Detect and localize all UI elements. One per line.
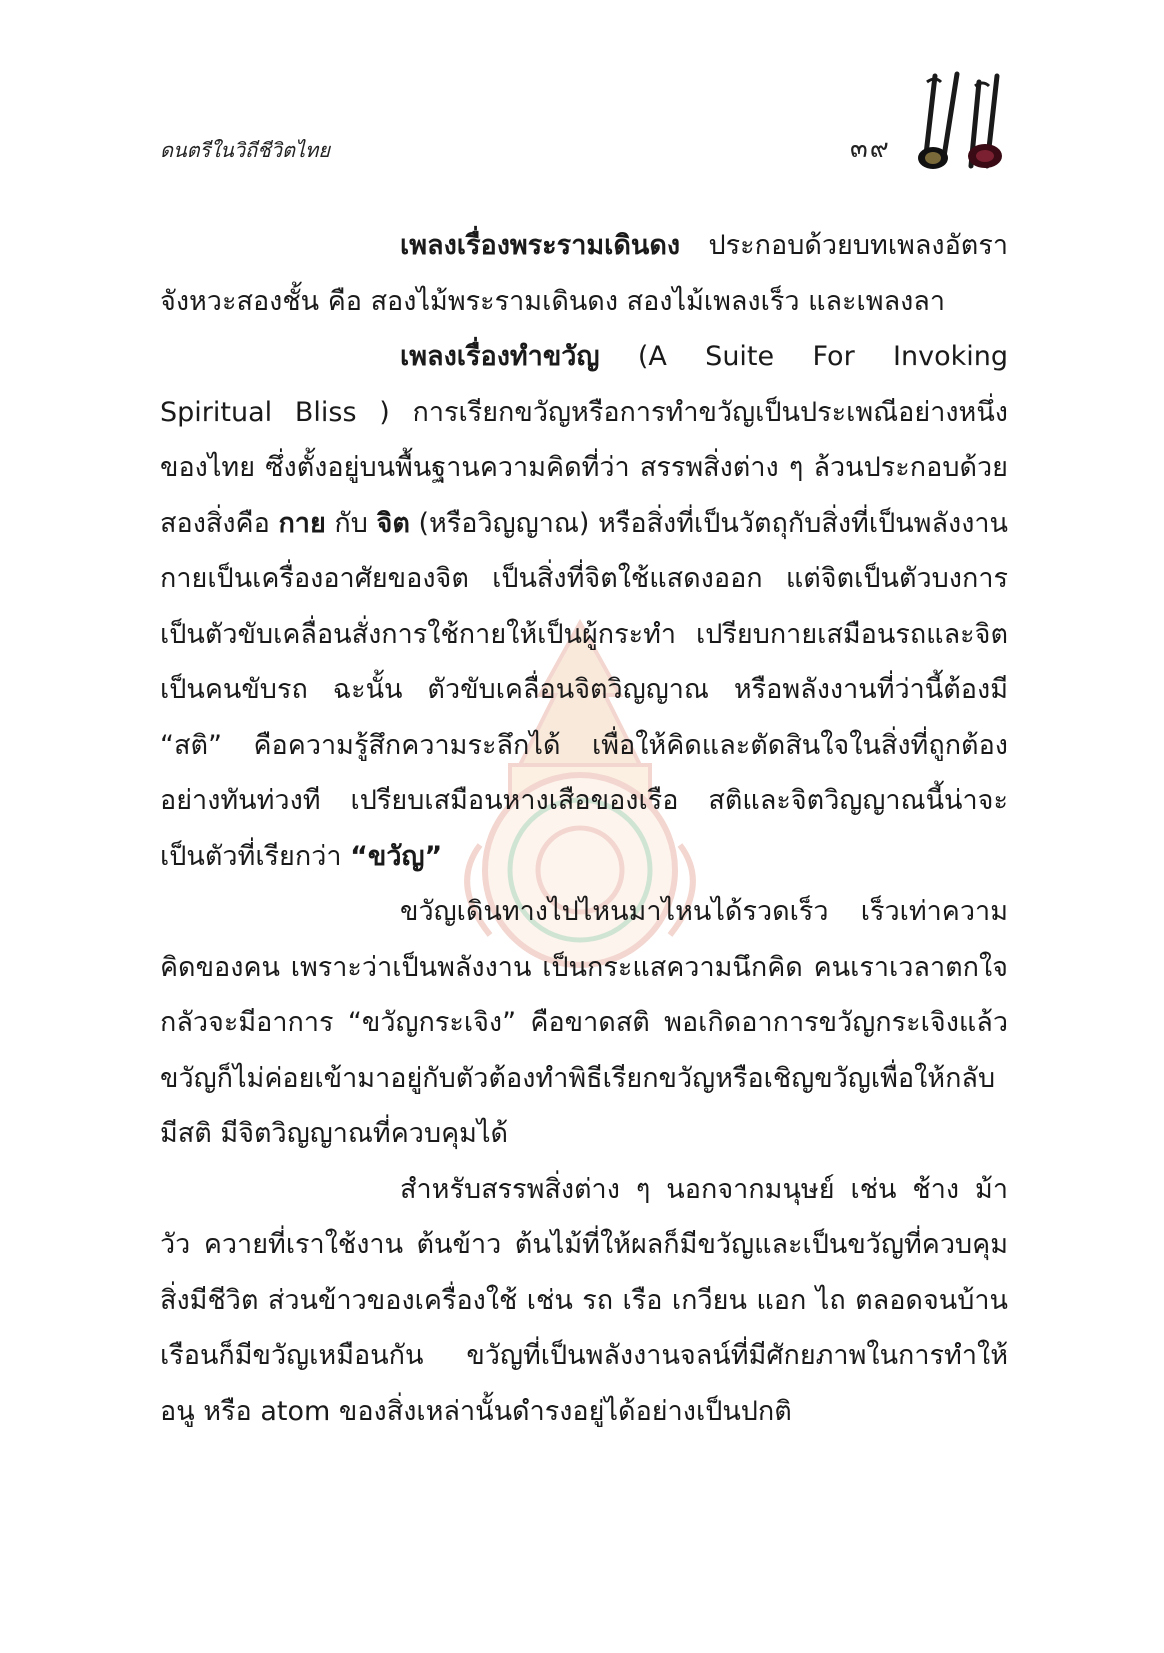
paragraph-phra-ram: [160, 218, 1008, 329]
page-number: ๓๙: [850, 134, 891, 164]
paragraph-text: ประกอบด้วยบทเพลงอัตราจังหวะสองชั้น คือ สองไม้พระรามเดินดง สองไม้เพลงเร็ว และเพลงลา: [160, 230, 1008, 317]
paragraph-text: กับ: [325, 507, 377, 539]
paragraph-khwan-travel: [160, 884, 1008, 1162]
running-header-title: ดนตรีในวิถีชีวิตไทย: [160, 138, 330, 162]
bold-term-chit: จิต: [376, 507, 410, 539]
bold-term-kai: กาย: [278, 507, 326, 539]
bold-term-khwan: “ขวัญ”: [350, 840, 443, 872]
body-text: [160, 218, 1008, 1439]
paragraph-text: (หรือวิญญาณ) หรือสิ่งที่เป็นวัตถุกับสิ่งที่เป็นพลังงาน กายเป็นเครื่องอาศัยของจิต เป็นสิ่งที่จิตใช้แสดงออก แต่จิตเป็นตัวบงการเป็นตัวขับเคลื่อนสั่งการใช้กายให้เป็นผู้กระทำ เปรียบกายเสมือนรถและจิตเป็นคนขับรถ ฉะนั้น ตัวขับเคลื่อนจิตวิญญาณ หรือพลังงานที่ว่านี้ต้องมี “สติ” คือความรู้สึกความระลึกได้ เพื่อให้คิดและตัดสินใจในสิ่งที่ถูกต้องอย่างทันท่วงที เปรียบเสมือนหางเสือของเรือ สติและจิตวิญญาณนี้น่าจะเป็นตัวที่เรียกว่า: [160, 507, 1008, 872]
paragraph-tham-khwan: [160, 329, 1008, 884]
paragraph-heading: เพลงเรื่องทำขวัญ: [400, 341, 600, 372]
paragraph-text: สำหรับสรรพสิ่งต่าง ๆ นอกจากมนุษย์ เช่น ช้าง ม้า วัว ควายที่เราใช้งาน ต้นข้าว ต้นไม้ที่ให้ผลก็มีขวัญและเป็นขวัญที่ควบคุมสิ่งมีชีวิต ส่วนข้าวของเครื่องใช้ เช่น รถ เรือ เกวียน แอก ไถ ตลอดจนบ้านเรือนก็มีขวัญเหมือนกัน ขวัญที่เป็นพลังงานจลน์ที่มีศักยภาพในการทำให้อนู หรือ atom ของสิ่งเหล่านั้นดำรงอยู่ได้อย่างเป็นปกติ: [160, 1173, 1008, 1427]
paragraph-text: ขวัญเดินทางไปไหนมาไหนได้รวดเร็ว เร็วเท่าความคิดของคน เพราะว่าเป็นพลังงาน เป็นกระแสความนึกคิด คนเราเวลาตกใจกลัวจะมีอาการ “ขวัญกระเจิง” คือขาดสติ พอเกิดอาการขวัญกระเจิงแล้วขวัญก็ไม่ค่อยเข้ามาอยู่กับตัวต้องทำพิธีเรียกขวัญหรือเชิญขวัญเพื่อให้กลับมีสติ มีจิตวิญญาณที่ควบคุมได้: [160, 896, 1008, 1149]
thai-fiddle-icon: [905, 68, 1015, 178]
paragraph-heading: เพลงเรื่องพระรามเดินดง: [400, 230, 681, 261]
paragraph-text: (A Suite For Invoking Spiritual Bliss ) การเรียกขวัญหรือการทำขวัญเป็นประเพณีอย่างหนึ่งของไทย ซึ่งตั้งอยู่บนพื้นฐานความคิดที่ว่า สรรพสิ่งต่าง ๆ ล้วนประกอบด้วยสองสิ่งคือ: [160, 341, 1008, 539]
paragraph-all-things: [160, 1162, 1008, 1440]
